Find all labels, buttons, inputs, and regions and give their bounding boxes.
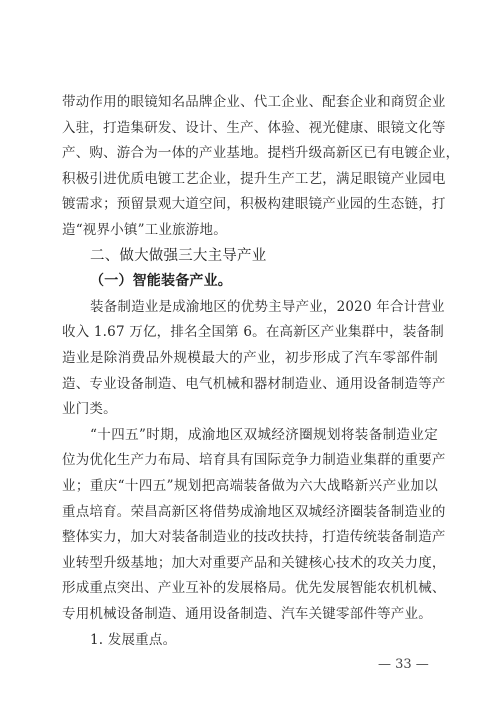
list-item-heading: 1. 发展重点。 <box>90 631 177 648</box>
paragraph-line: 造“视界小镇”工业旅游地。 <box>62 222 227 238</box>
paragraph-line: 装备制造业是成渝地区的优势主导产业，2020 年合计营业 <box>90 298 445 315</box>
paragraph-line: 业转型升级基地；加大对重要产品和关键核心技术的攻关力度， <box>62 554 446 571</box>
section-heading: 二、做大做强三大主导产业 <box>90 247 267 264</box>
paragraph-line: 业门类。 <box>62 401 117 418</box>
paragraph-line: 造、专业设备制造、电气机械和器材制造业、通用设备制造等产 <box>62 375 446 392</box>
paragraph-line: 产、购、游合为一体的产业基地。提档升级高新区已有电镀企业， <box>62 145 460 162</box>
paragraph-line: 重点培育。荣昌高新区将借势成渝地区双城经济圈装备制造业的 <box>62 503 446 520</box>
paragraph-line: 镀需求；预留景观大道空间，积极构建眼镜产业园的生态链，打 <box>62 196 446 213</box>
paragraph-line: 专用机械设备制造、通用设备制造、汽车关键零部件等产业。 <box>62 606 432 622</box>
paragraph-line: 业；重庆“十四五”规划把高端装备做为六大战略新兴产业加以 <box>62 478 438 494</box>
paragraph-line: 造业是除消费品外规模最大的产业，初步形成了汽车零部件制 <box>62 350 438 366</box>
subsection-heading: （一）智能装备产业。 <box>90 273 232 290</box>
paragraph-line: 整体实力，加大对装备制造业的技改扶持，打造传统装备制造产 <box>62 529 446 546</box>
paragraph-line: “十四五”时期，成渝地区双城经济圈规划将装备制造业定 <box>90 426 438 443</box>
page-number: — 33 — <box>378 656 429 672</box>
paragraph-line: 积极引进优质电镀工艺企业，提升生产工艺，满足眼镜产业园电 <box>62 170 446 187</box>
paragraph-line: 收入 1.67 万亿，排名全国第 6。在高新区产业集群中，装备制 <box>62 324 444 341</box>
paragraph-line: 带动作用的眼镜知名品牌企业、代工企业、配套企业和商贸企业 <box>62 94 446 110</box>
paragraph-line: 位为优化生产力布局、培育具有国际竞争力制造业集群的重要产 <box>62 452 446 469</box>
paragraph-line: 形成重点突出、产业互补的发展格局。优先发展智能农机机械、 <box>62 580 446 597</box>
paragraph-line: 入驻，打造集研发、设计、生产、体验、视光健康、眼镜文化等 <box>62 119 446 136</box>
